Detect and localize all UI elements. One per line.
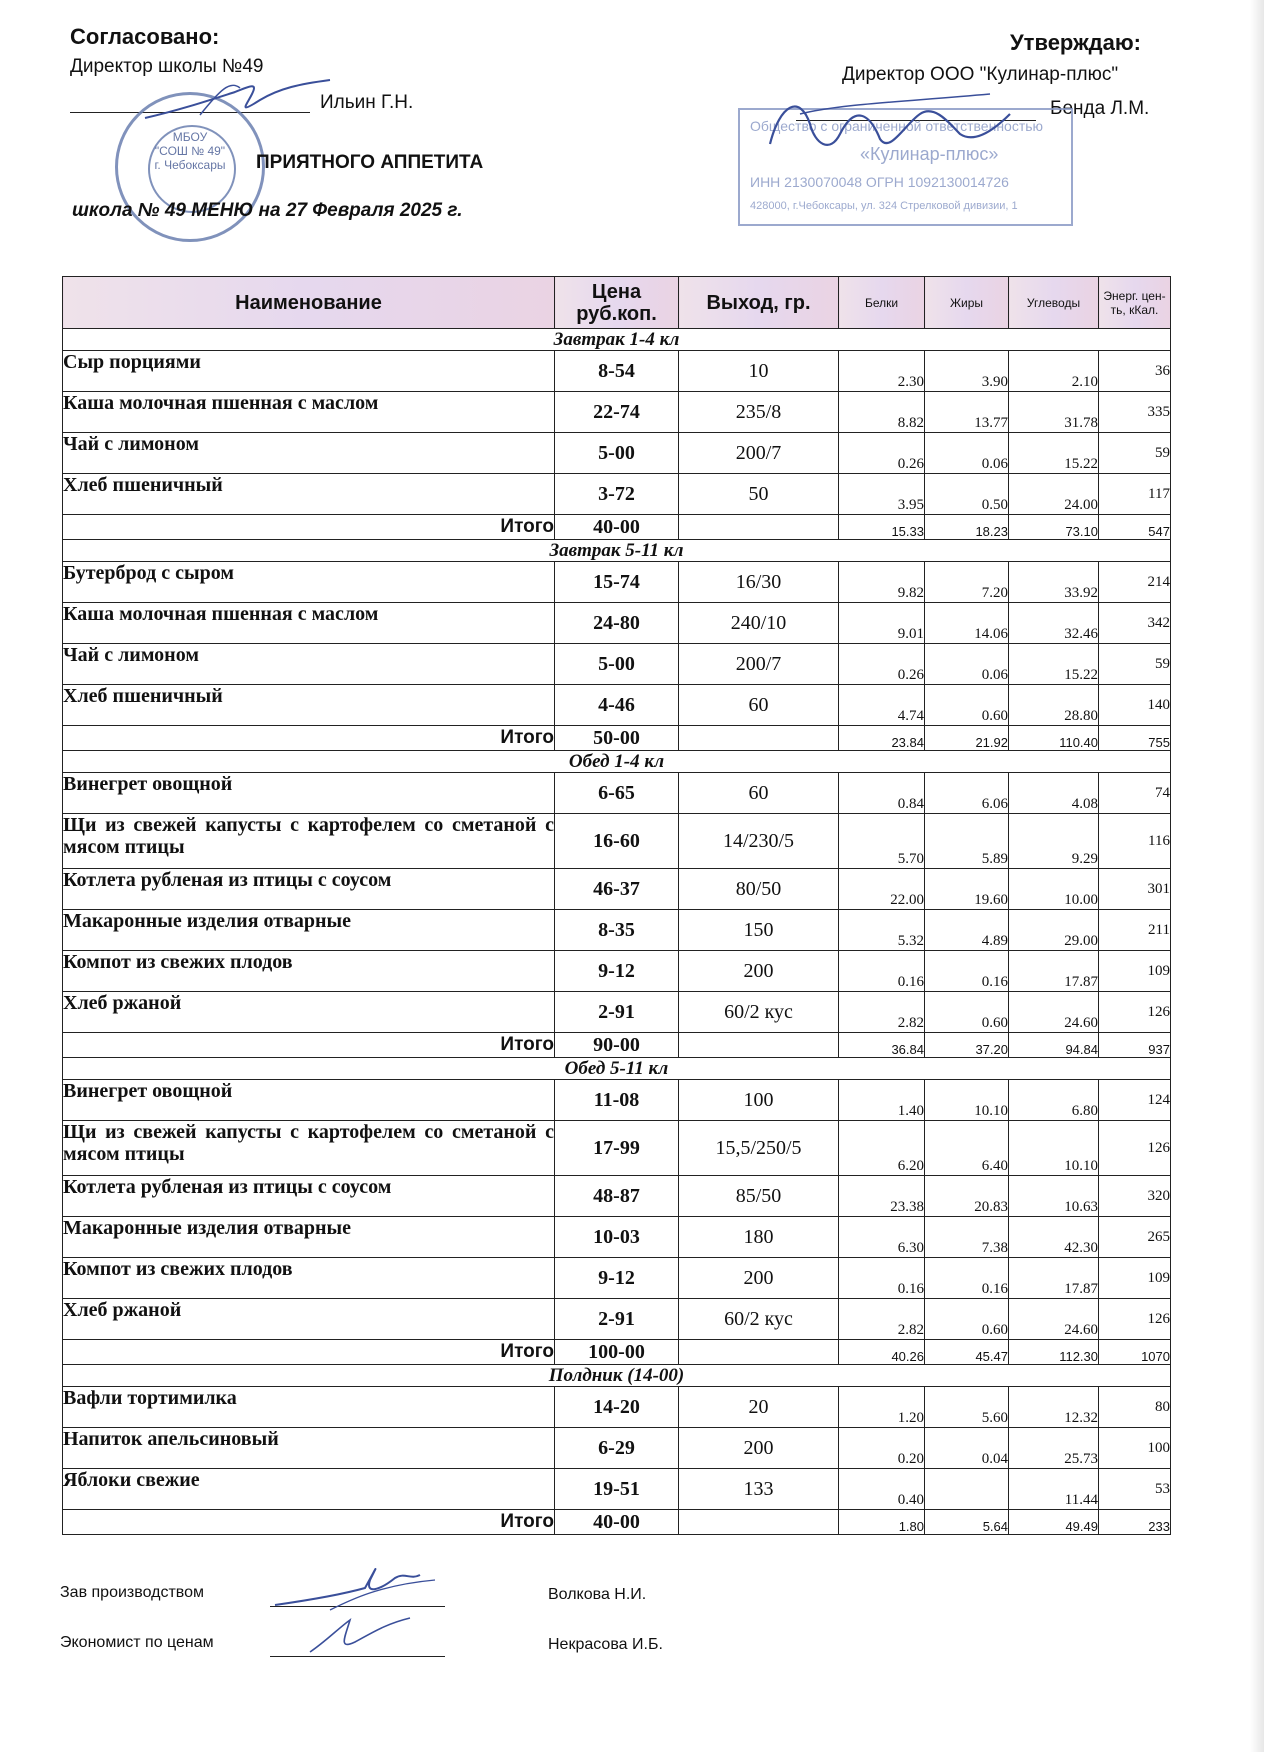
item-carbs: 31.78 (1009, 392, 1099, 433)
column-header-price: Цена руб.коп. (555, 277, 679, 329)
total-carbs: 94.84 (1009, 1033, 1099, 1058)
item-protein: 6.30 (839, 1217, 925, 1258)
menu-item-row (63, 1299, 1171, 1340)
section-row (63, 540, 1171, 562)
item-carbs: 10.63 (1009, 1176, 1099, 1217)
item-price: 9-12 (555, 1258, 679, 1299)
total-protein: 23.84 (839, 726, 925, 751)
item-name: Яблоки свежие (63, 1469, 555, 1510)
item-price: 11-08 (555, 1080, 679, 1121)
item-name: Вафли тортимилка (63, 1387, 555, 1428)
item-output: 60 (679, 685, 839, 726)
economist-name: Некрасова И.Б. (548, 1636, 663, 1653)
menu-table (62, 276, 1171, 1535)
item-price: 19-51 (555, 1469, 679, 1510)
total-label: Итого (63, 1340, 555, 1365)
total-output-empty (679, 515, 839, 540)
total-fat: 5.64 (925, 1510, 1009, 1535)
item-fat: 14.06 (925, 603, 1009, 644)
item-price: 6-29 (555, 1428, 679, 1469)
item-energy: 59 (1099, 644, 1171, 685)
item-carbs: 10.00 (1009, 869, 1099, 910)
item-name: Хлеб пшеничный (63, 685, 555, 726)
item-carbs: 32.46 (1009, 603, 1099, 644)
menu-item-row (63, 1469, 1171, 1510)
item-protein: 5.70 (839, 814, 925, 869)
item-price: 46-37 (555, 869, 679, 910)
item-carbs: 15.22 (1009, 433, 1099, 474)
item-fat: 5.60 (925, 1387, 1009, 1428)
item-output: 60 (679, 773, 839, 814)
item-name: Винегрет овощной (63, 773, 555, 814)
total-protein: 40.26 (839, 1340, 925, 1365)
item-fat: 7.38 (925, 1217, 1009, 1258)
agreed-name: Ильин Г.Н. (320, 92, 414, 113)
economist-signature (300, 1612, 420, 1658)
item-carbs: 42.30 (1009, 1217, 1099, 1258)
item-price: 6-65 (555, 773, 679, 814)
item-protein: 0.26 (839, 433, 925, 474)
item-price: 15-74 (555, 562, 679, 603)
item-output: 60/2 кус (679, 992, 839, 1033)
item-output: 10 (679, 351, 839, 392)
item-protein: 4.74 (839, 685, 925, 726)
item-output: 133 (679, 1469, 839, 1510)
menu-item-row (63, 1387, 1171, 1428)
item-output: 85/50 (679, 1176, 839, 1217)
menu-item-row (63, 1176, 1171, 1217)
total-output-empty (679, 1033, 839, 1058)
total-row (63, 515, 1171, 540)
item-protein: 0.20 (839, 1428, 925, 1469)
item-carbs: 24.00 (1009, 474, 1099, 515)
column-header-protein: Белки (839, 277, 925, 329)
item-fat: 10.10 (925, 1080, 1009, 1121)
company-stamp: Общество с ограниченной ответственностью «Кулинар-плюс» ИНН 2130070048 ОГРН 1092130014726 428000, г.Чебоксары, ул. 324 Стрелковой дивизии, 1 (738, 108, 1073, 226)
total-carbs: 49.49 (1009, 1510, 1099, 1535)
item-energy: 109 (1099, 951, 1171, 992)
item-energy: 109 (1099, 1258, 1171, 1299)
item-price: 8-54 (555, 351, 679, 392)
item-output: 235/8 (679, 392, 839, 433)
menu-item-row (63, 603, 1171, 644)
total-carbs: 112.30 (1009, 1340, 1099, 1365)
production-signature (270, 1550, 440, 1620)
total-label: Итого (63, 1033, 555, 1058)
item-output: 100 (679, 1080, 839, 1121)
item-energy: 126 (1099, 992, 1171, 1033)
item-name: Макаронные изделия отварные (63, 1217, 555, 1258)
item-protein: 9.01 (839, 603, 925, 644)
total-energy: 547 (1099, 515, 1171, 540)
item-energy: 59 (1099, 433, 1171, 474)
approve-title: Утверждаю: (1010, 30, 1141, 55)
item-energy: 124 (1099, 1080, 1171, 1121)
item-name: Котлета рубленая из птицы с соусом (63, 1176, 555, 1217)
total-protein: 36.84 (839, 1033, 925, 1058)
item-energy: 100 (1099, 1428, 1171, 1469)
menu-item-row (63, 1217, 1171, 1258)
item-price: 22-74 (555, 392, 679, 433)
item-fat: 0.60 (925, 1299, 1009, 1340)
item-name: Винегрет овощной (63, 1080, 555, 1121)
production-label: Зав производством (60, 1584, 204, 1601)
item-name: Щи из свежей капусты с картофелем со сметаной с мясом птицы (63, 814, 555, 869)
item-carbs: 24.60 (1009, 992, 1099, 1033)
item-carbs: 10.10 (1009, 1121, 1099, 1176)
item-price: 10-03 (555, 1217, 679, 1258)
item-name: Макаронные изделия отварные (63, 910, 555, 951)
menu-item-row (63, 474, 1171, 515)
item-fat: 0.16 (925, 951, 1009, 992)
item-protein: 22.00 (839, 869, 925, 910)
item-protein: 1.40 (839, 1080, 925, 1121)
item-output: 50 (679, 474, 839, 515)
item-fat: 6.40 (925, 1121, 1009, 1176)
total-fat: 45.47 (925, 1340, 1009, 1365)
total-energy: 233 (1099, 1510, 1171, 1535)
section-row (63, 751, 1171, 773)
item-energy: 320 (1099, 1176, 1171, 1217)
item-output: 60/2 кус (679, 1299, 839, 1340)
item-carbs: 25.73 (1009, 1428, 1099, 1469)
menu-item-row (63, 1428, 1171, 1469)
item-protein: 5.32 (839, 910, 925, 951)
menu-title: школа № 49 МЕНЮ на 27 Февраля 2025 г. (72, 200, 463, 221)
item-output: 20 (679, 1387, 839, 1428)
item-price: 24-80 (555, 603, 679, 644)
item-output: 240/10 (679, 603, 839, 644)
item-output: 200/7 (679, 644, 839, 685)
item-protein: 2.82 (839, 1299, 925, 1340)
item-carbs: 15.22 (1009, 644, 1099, 685)
item-name: Каша молочная пшенная с маслом (63, 392, 555, 433)
item-carbs: 6.80 (1009, 1080, 1099, 1121)
section-title: Завтрак 5-11 кл (63, 540, 1171, 562)
menu-body (63, 329, 1171, 1535)
section-row (63, 1058, 1171, 1080)
menu-item-row (63, 869, 1171, 910)
item-name: Бутерброд с сыром (63, 562, 555, 603)
item-price: 2-91 (555, 992, 679, 1033)
menu-item-row (63, 773, 1171, 814)
item-price: 4-46 (555, 685, 679, 726)
item-protein: 0.40 (839, 1469, 925, 1510)
item-price: 48-87 (555, 1176, 679, 1217)
item-output: 200/7 (679, 433, 839, 474)
agreed-signature (140, 70, 340, 130)
column-header-fat: Жиры (925, 277, 1009, 329)
item-energy: 126 (1099, 1299, 1171, 1340)
item-energy: 80 (1099, 1387, 1171, 1428)
section-row (63, 1365, 1171, 1387)
item-fat (925, 1469, 1009, 1510)
item-output: 180 (679, 1217, 839, 1258)
menu-item-row (63, 433, 1171, 474)
section-row (63, 329, 1171, 351)
column-header-output: Выход, гр. (679, 277, 839, 329)
item-protein: 0.26 (839, 644, 925, 685)
scan-edge (1250, 0, 1264, 1752)
item-carbs: 17.87 (1009, 1258, 1099, 1299)
item-protein: 1.20 (839, 1387, 925, 1428)
item-carbs: 29.00 (1009, 910, 1099, 951)
item-carbs: 2.10 (1009, 351, 1099, 392)
item-fat: 0.60 (925, 992, 1009, 1033)
item-fat: 0.50 (925, 474, 1009, 515)
item-price: 3-72 (555, 474, 679, 515)
total-output-empty (679, 1340, 839, 1365)
item-name: Хлеб ржаной (63, 1299, 555, 1340)
item-protein: 3.95 (839, 474, 925, 515)
item-fat: 5.89 (925, 814, 1009, 869)
item-energy: 342 (1099, 603, 1171, 644)
item-protein: 2.82 (839, 992, 925, 1033)
total-row (63, 726, 1171, 751)
total-label: Итого (63, 726, 555, 751)
item-carbs: 11.44 (1009, 1469, 1099, 1510)
column-header-name: Наименование (63, 277, 555, 329)
menu-item-row (63, 910, 1171, 951)
approve-signature (760, 84, 1020, 174)
item-carbs: 33.92 (1009, 562, 1099, 603)
total-label: Итого (63, 515, 555, 540)
total-price: 50-00 (555, 726, 679, 751)
menu-item-row (63, 1080, 1171, 1121)
item-output: 200 (679, 951, 839, 992)
approve-position: Директор ООО "Кулинар-плюс" (842, 64, 1119, 85)
menu-item-row (63, 951, 1171, 992)
approve-name: Бенда Л.М. (1050, 98, 1150, 119)
item-price: 14-20 (555, 1387, 679, 1428)
item-price: 8-35 (555, 910, 679, 951)
item-carbs: 24.60 (1009, 1299, 1099, 1340)
menu-item-row (63, 685, 1171, 726)
total-price: 40-00 (555, 515, 679, 540)
total-energy: 755 (1099, 726, 1171, 751)
item-carbs: 4.08 (1009, 773, 1099, 814)
total-price: 40-00 (555, 1510, 679, 1535)
item-output: 16/30 (679, 562, 839, 603)
item-protein: 0.84 (839, 773, 925, 814)
total-label: Итого (63, 1510, 555, 1535)
item-energy: 126 (1099, 1121, 1171, 1176)
total-energy: 937 (1099, 1033, 1171, 1058)
item-fat: 0.04 (925, 1428, 1009, 1469)
item-name: Компот из свежих плодов (63, 951, 555, 992)
item-energy: 301 (1099, 869, 1171, 910)
menu-item-row (63, 992, 1171, 1033)
menu-item-row (63, 644, 1171, 685)
section-title: Полдник (14-00) (63, 1365, 1171, 1387)
school-stamp-text: МБОУ "СОШ № 49" г. Чебоксары (154, 130, 226, 172)
agreed-title: Согласовано: (70, 24, 220, 49)
menu-item-row (63, 351, 1171, 392)
section-title: Обед 1-4 кл (63, 751, 1171, 773)
item-carbs: 9.29 (1009, 814, 1099, 869)
section-title: Завтрак 1-4 кл (63, 329, 1171, 351)
item-fat: 0.16 (925, 1258, 1009, 1299)
item-protein: 8.82 (839, 392, 925, 433)
total-price: 100-00 (555, 1340, 679, 1365)
item-fat: 0.06 (925, 644, 1009, 685)
total-row (63, 1033, 1171, 1058)
item-output: 15,5/250/5 (679, 1121, 839, 1176)
item-price: 5-00 (555, 433, 679, 474)
item-protein: 9.82 (839, 562, 925, 603)
item-fat: 3.90 (925, 351, 1009, 392)
item-output: 200 (679, 1428, 839, 1469)
total-protein: 15.33 (839, 515, 925, 540)
total-fat: 18.23 (925, 515, 1009, 540)
item-price: 9-12 (555, 951, 679, 992)
greeting-title: ПРИЯТНОГО АППЕТИТА (256, 152, 484, 173)
item-output: 200 (679, 1258, 839, 1299)
item-fat: 4.89 (925, 910, 1009, 951)
total-protein: 1.80 (839, 1510, 925, 1535)
item-output: 80/50 (679, 869, 839, 910)
table-header-row (63, 277, 1171, 329)
item-price: 2-91 (555, 1299, 679, 1340)
item-energy: 117 (1099, 474, 1171, 515)
item-carbs: 12.32 (1009, 1387, 1099, 1428)
menu-item-row (63, 814, 1171, 869)
item-protein: 23.38 (839, 1176, 925, 1217)
item-price: 5-00 (555, 644, 679, 685)
item-name: Котлета рубленая из птицы с соусом (63, 869, 555, 910)
total-fat: 21.92 (925, 726, 1009, 751)
total-carbs: 73.10 (1009, 515, 1099, 540)
item-energy: 74 (1099, 773, 1171, 814)
total-fat: 37.20 (925, 1033, 1009, 1058)
item-name: Чай с лимоном (63, 644, 555, 685)
item-name: Щи из свежей капусты с картофелем со сметаной с мясом птицы (63, 1121, 555, 1176)
item-name: Хлеб пшеничный (63, 474, 555, 515)
total-output-empty (679, 1510, 839, 1535)
total-row (63, 1340, 1171, 1365)
item-fat: 0.06 (925, 433, 1009, 474)
item-name: Компот из свежих плодов (63, 1258, 555, 1299)
item-protein: 2.30 (839, 351, 925, 392)
production-name: Волкова Н.И. (548, 1586, 647, 1603)
section-title: Обед 5-11 кл (63, 1058, 1171, 1080)
item-name: Каша молочная пшенная с маслом (63, 603, 555, 644)
total-carbs: 110.40 (1009, 726, 1099, 751)
item-name: Хлеб ржаной (63, 992, 555, 1033)
item-fat: 0.60 (925, 685, 1009, 726)
item-name: Напиток апельсиновый (63, 1428, 555, 1469)
item-price: 17-99 (555, 1121, 679, 1176)
agreed-position: Директор школы №49 (70, 56, 264, 77)
item-fat: 19.60 (925, 869, 1009, 910)
item-energy: 140 (1099, 685, 1171, 726)
item-energy: 265 (1099, 1217, 1171, 1258)
item-fat: 20.83 (925, 1176, 1009, 1217)
column-header-energy: Энерг. цен-ть, кКал. (1099, 277, 1171, 329)
item-energy: 335 (1099, 392, 1171, 433)
item-energy: 53 (1099, 1469, 1171, 1510)
item-fat: 13.77 (925, 392, 1009, 433)
menu-item-row (63, 392, 1171, 433)
item-protein: 6.20 (839, 1121, 925, 1176)
total-row (63, 1510, 1171, 1535)
item-protein: 0.16 (839, 1258, 925, 1299)
item-energy: 211 (1099, 910, 1171, 951)
item-price: 16-60 (555, 814, 679, 869)
menu-item-row (63, 1258, 1171, 1299)
item-output: 150 (679, 910, 839, 951)
item-carbs: 28.80 (1009, 685, 1099, 726)
economist-label: Экономист по ценам (60, 1634, 214, 1651)
item-name: Чай с лимоном (63, 433, 555, 474)
item-energy: 116 (1099, 814, 1171, 869)
item-energy: 214 (1099, 562, 1171, 603)
column-header-carbs: Углеводы (1009, 277, 1099, 329)
menu-item-row (63, 1121, 1171, 1176)
total-price: 90-00 (555, 1033, 679, 1058)
total-output-empty (679, 726, 839, 751)
total-energy: 1070 (1099, 1340, 1171, 1365)
item-carbs: 17.87 (1009, 951, 1099, 992)
item-energy: 36 (1099, 351, 1171, 392)
item-fat: 6.06 (925, 773, 1009, 814)
item-fat: 7.20 (925, 562, 1009, 603)
item-name: Сыр порциями (63, 351, 555, 392)
item-output: 14/230/5 (679, 814, 839, 869)
item-protein: 0.16 (839, 951, 925, 992)
menu-item-row (63, 562, 1171, 603)
